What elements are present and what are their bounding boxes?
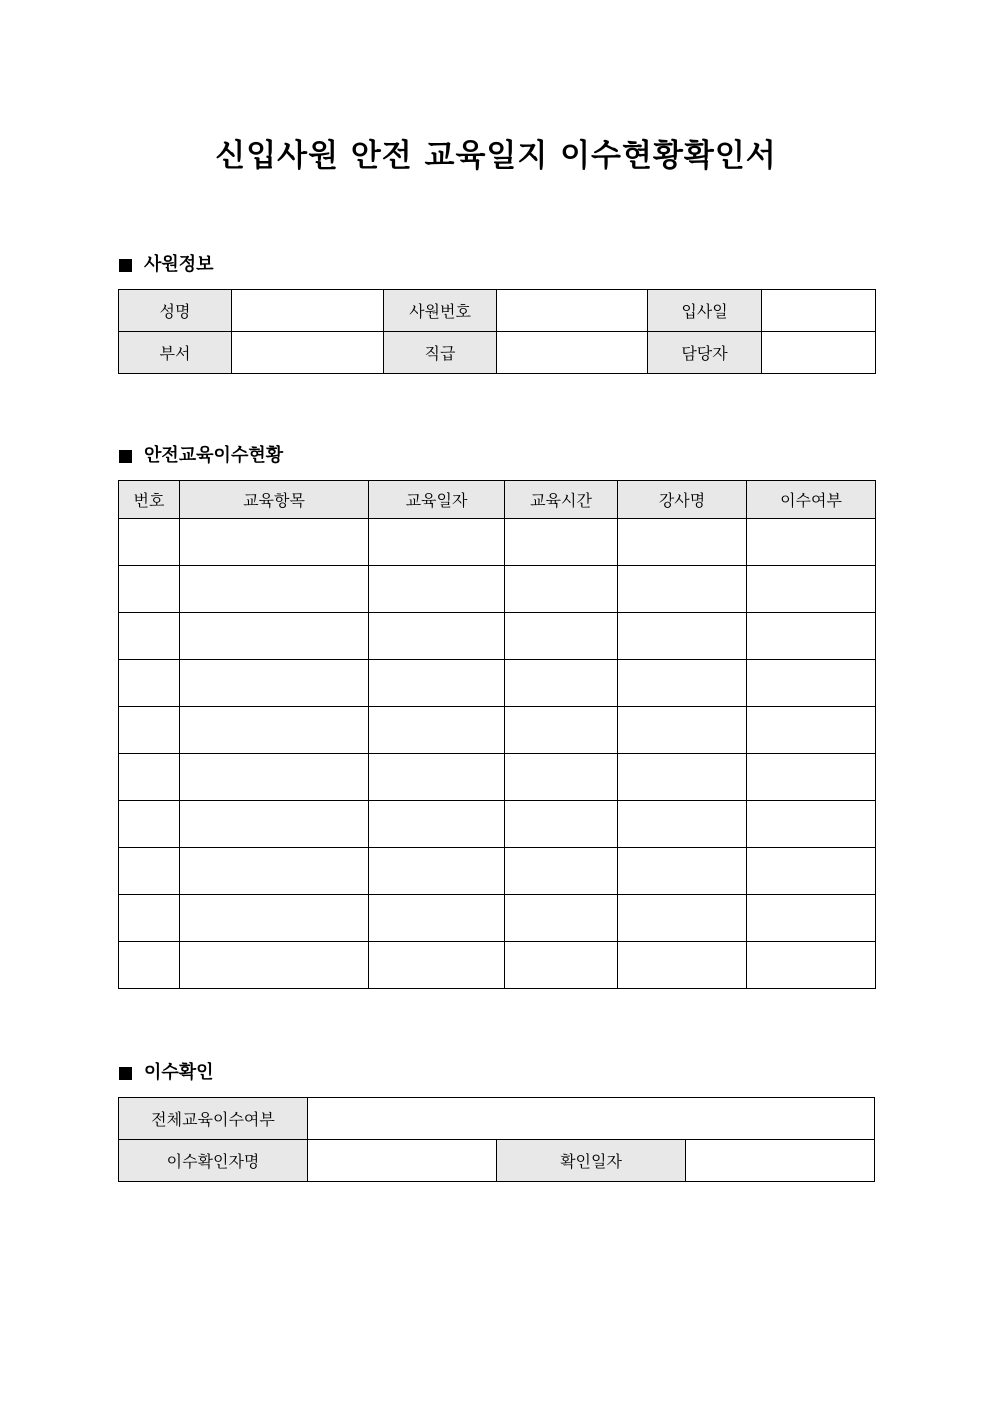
instructor-cell[interactable] — [618, 519, 747, 566]
instructor-cell[interactable] — [618, 613, 747, 660]
table-row — [119, 660, 876, 707]
education-item-cell[interactable] — [180, 707, 369, 754]
education-date-cell[interactable] — [369, 848, 505, 895]
education-hours-cell[interactable] — [505, 895, 618, 942]
completion-cell[interactable] — [747, 942, 876, 989]
employee-info-table — [118, 289, 876, 374]
header-number: 번호 — [119, 481, 180, 519]
number-cell[interactable] — [119, 613, 180, 660]
education-hours-cell[interactable] — [505, 754, 618, 801]
education-item-cell[interactable] — [180, 895, 369, 942]
table-row — [119, 895, 876, 942]
number-cell[interactable] — [119, 895, 180, 942]
education-item-cell[interactable] — [180, 942, 369, 989]
table-row — [119, 613, 876, 660]
instructor-cell[interactable] — [618, 848, 747, 895]
instructor-cell[interactable] — [618, 754, 747, 801]
education-date-cell[interactable] — [369, 613, 505, 660]
table-row — [119, 754, 876, 801]
table-row — [119, 290, 876, 332]
number-cell[interactable] — [119, 848, 180, 895]
education-date-cell[interactable] — [369, 660, 505, 707]
section-title: 안전교육이수현황 — [144, 445, 284, 466]
education-date-cell[interactable] — [369, 895, 505, 942]
employee-no-label: 사원번호 — [384, 290, 497, 332]
table-row — [119, 519, 876, 566]
table-row — [119, 1140, 875, 1182]
name-field[interactable] — [232, 290, 384, 332]
header-education-item: 교육항목 — [180, 481, 369, 519]
number-cell[interactable] — [119, 707, 180, 754]
table-row — [119, 1098, 875, 1140]
completion-cell[interactable] — [747, 895, 876, 942]
completion-cell[interactable] — [747, 660, 876, 707]
position-field[interactable] — [497, 332, 648, 374]
number-cell[interactable] — [119, 754, 180, 801]
header-instructor: 강사명 — [618, 481, 747, 519]
name-label: 성명 — [119, 290, 232, 332]
completion-cell[interactable] — [747, 754, 876, 801]
section-title: 이수확인 — [144, 1062, 214, 1083]
education-item-cell[interactable] — [180, 754, 369, 801]
education-date-cell[interactable] — [369, 942, 505, 989]
table-row — [119, 566, 876, 613]
table-row — [119, 707, 876, 754]
completion-cell[interactable] — [747, 613, 876, 660]
manager-label: 담당자 — [648, 332, 762, 374]
table-row — [119, 848, 876, 895]
overall-completion-field[interactable] — [308, 1098, 875, 1140]
header-education-hours: 교육시간 — [505, 481, 618, 519]
instructor-cell[interactable] — [618, 942, 747, 989]
instructor-cell[interactable] — [618, 895, 747, 942]
education-date-cell[interactable] — [369, 754, 505, 801]
employee-no-field[interactable] — [497, 290, 648, 332]
education-hours-cell[interactable] — [505, 660, 618, 707]
education-status-table — [118, 480, 876, 989]
hire-date-field[interactable] — [762, 290, 876, 332]
education-hours-cell[interactable] — [505, 566, 618, 613]
department-label: 부서 — [119, 332, 232, 374]
header-completion: 이수여부 — [747, 481, 876, 519]
completion-cell[interactable] — [747, 707, 876, 754]
table-header-row — [119, 481, 876, 519]
instructor-cell[interactable] — [618, 801, 747, 848]
document-title: 신입사원 안전 교육일지 이수현황확인서 — [215, 138, 777, 174]
section-title: 사원정보 — [144, 254, 214, 275]
section-heading-employee-info — [119, 253, 214, 277]
number-cell[interactable] — [119, 519, 180, 566]
instructor-cell[interactable] — [618, 707, 747, 754]
completion-cell[interactable] — [747, 848, 876, 895]
black-square-bullet-icon — [119, 1067, 132, 1080]
table-row — [119, 801, 876, 848]
education-date-cell[interactable] — [369, 519, 505, 566]
table-row — [119, 332, 876, 374]
number-cell[interactable] — [119, 566, 180, 613]
education-item-cell[interactable] — [180, 613, 369, 660]
table-row — [119, 942, 876, 989]
section-heading-education-status — [119, 444, 283, 468]
education-hours-cell[interactable] — [505, 707, 618, 754]
hire-date-label: 입사일 — [648, 290, 762, 332]
overall-completion-label: 전체교육이수여부 — [119, 1098, 308, 1140]
education-date-cell[interactable] — [369, 801, 505, 848]
education-hours-cell[interactable] — [505, 942, 618, 989]
completion-cell[interactable] — [747, 519, 876, 566]
education-date-cell[interactable] — [369, 707, 505, 754]
black-square-bullet-icon — [119, 450, 132, 463]
confirmer-name-label: 이수확인자명 — [119, 1140, 308, 1182]
education-item-cell[interactable] — [180, 660, 369, 707]
completion-cell[interactable] — [747, 566, 876, 613]
header-education-date: 교육일자 — [369, 481, 505, 519]
education-date-cell[interactable] — [369, 566, 505, 613]
education-item-cell[interactable] — [180, 801, 369, 848]
education-item-cell[interactable] — [180, 848, 369, 895]
completion-confirm-table — [118, 1097, 875, 1182]
instructor-cell[interactable] — [618, 566, 747, 613]
education-item-cell[interactable] — [180, 566, 369, 613]
section-heading-completion-confirm — [119, 1061, 214, 1085]
number-cell[interactable] — [119, 660, 180, 707]
department-field[interactable] — [232, 332, 384, 374]
confirm-date-field[interactable] — [686, 1140, 875, 1182]
number-cell[interactable] — [119, 801, 180, 848]
education-hours-cell[interactable] — [505, 801, 618, 848]
manager-field[interactable] — [762, 332, 876, 374]
number-cell[interactable] — [119, 942, 180, 989]
completion-cell[interactable] — [747, 801, 876, 848]
instructor-cell[interactable] — [618, 660, 747, 707]
education-item-cell[interactable] — [180, 519, 369, 566]
education-hours-cell[interactable] — [505, 848, 618, 895]
education-hours-cell[interactable] — [505, 519, 618, 566]
education-hours-cell[interactable] — [505, 613, 618, 660]
position-label: 직급 — [384, 332, 497, 374]
black-square-bullet-icon — [119, 259, 132, 272]
confirm-date-label: 확인일자 — [497, 1140, 686, 1182]
confirmer-name-field[interactable] — [308, 1140, 497, 1182]
